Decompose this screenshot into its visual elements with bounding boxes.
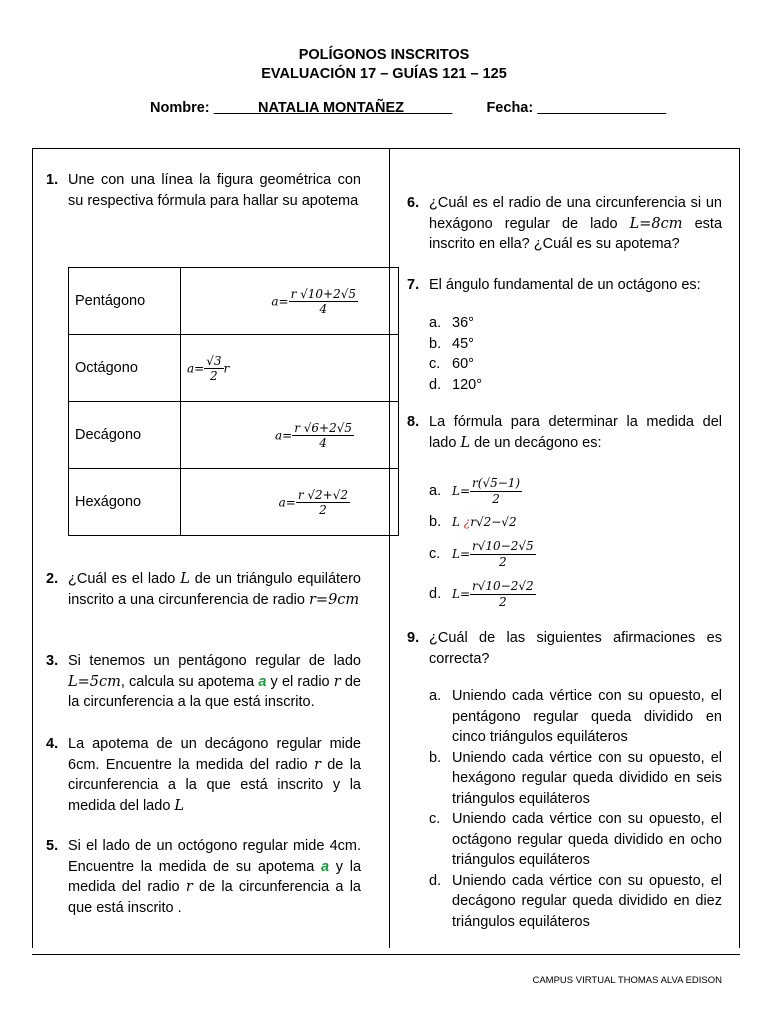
question-8-options (429, 472, 722, 614)
question-1-number: 1. (46, 172, 59, 188)
formula: r√2−√2 (470, 515, 517, 529)
question-text: Si el lado de un octógono regular mide 4cm. Encuentre la medida de su apotema (68, 838, 361, 875)
option-text: Uniendo cada vértice con su opuesto, el octágono regular queda dividido en ocho triángulos equiláteros (452, 811, 722, 868)
option-letter: c. (429, 356, 441, 372)
polygon-name[interactable]: Octágono (69, 335, 181, 402)
question-text: , calcula su apotema (120, 673, 259, 690)
question-5 (46, 836, 362, 918)
question-text: ¿Cuál de las siguientes afirmaciones es correcta? (429, 630, 722, 667)
table-row (69, 469, 399, 536)
table-row (69, 335, 399, 402)
frame-right-border (739, 148, 740, 948)
question-text: La fórmula para determinar la medida del lado (429, 414, 722, 451)
option-a[interactable] (429, 686, 722, 748)
formula-denominator: 2 (492, 491, 500, 506)
option-d[interactable]: d. L= $\frac{r√10-2√2}{2}$ (429, 574, 722, 614)
option-text: Uniendo cada vértice con su opuesto, el decágono regular queda dividido en diez triángulos equiláteros (452, 872, 722, 930)
apothem-formula[interactable]: a= $\frac{r √2+√2}{2}$ (181, 469, 399, 536)
question-5-number: 5. (46, 838, 59, 854)
apothem-formula[interactable]: a= $\frac{r √6+2√5}{4}$ (181, 402, 399, 469)
option-letter: c. (429, 811, 441, 827)
question-8 (407, 412, 722, 453)
math-var: r (333, 673, 341, 690)
math-var: L (460, 434, 471, 451)
math-var: L=5cm (68, 673, 121, 690)
option-d[interactable] (429, 871, 722, 933)
question-9-number: 9. (407, 630, 420, 646)
table-row (69, 268, 399, 335)
question-1-text: Une con una línea la figura geométrica con su respectiva fórmula para hallar su apotema (68, 172, 361, 209)
polygon-name[interactable]: Hexágono (69, 469, 181, 536)
page-subtitle: EVALUACIÓN 17 – GUÍAS 121 – 125 (261, 66, 507, 82)
footer-text: CAMPUS VIRTUAL THOMAS ALVA EDISON (532, 975, 722, 986)
option-letter: b. (429, 749, 442, 766)
math-var: r (185, 879, 193, 895)
option-c[interactable] (429, 809, 722, 871)
question-4 (46, 734, 361, 816)
formula-numerator: √3 (206, 353, 222, 368)
option-c[interactable]: c. L= $\frac{r√10-2√5}{2}$ (429, 534, 722, 574)
frame-top-border (32, 148, 740, 149)
polygon-name[interactable]: Pentágono (69, 268, 181, 335)
formula-denominator: 2 (319, 502, 327, 517)
name-label: Nombre: (150, 100, 210, 116)
question-1 (46, 170, 361, 211)
date-field[interactable] (537, 100, 666, 116)
option-text: 60° (452, 356, 474, 372)
question-3 (46, 651, 361, 713)
question-text: La apotema de un decágono regular mide 6cm. Encuentre la medida del radio (68, 736, 361, 773)
question-7-number: 7. (407, 277, 420, 293)
formula-denominator: 2 (210, 368, 218, 383)
question-text: El ángulo fundamental de un octágono es: (429, 277, 701, 293)
option-text: Uniendo cada vértice con su opuesto, el hexágono regular queda dividido en seis triángulos equiláteros (452, 749, 722, 807)
option-letter: b. (429, 335, 442, 352)
formula-denominator: 2 (499, 594, 507, 609)
option-letter: b. (429, 514, 442, 530)
math-var: a (258, 673, 267, 690)
question-2-number: 2. (46, 571, 59, 587)
option-text: 45° (452, 335, 474, 352)
question-8-number: 8. (407, 414, 420, 430)
option-letter: d. (429, 872, 442, 889)
table-row (69, 402, 399, 469)
math-var: r=9cm (309, 591, 360, 608)
option-b[interactable] (429, 334, 722, 355)
option-b[interactable]: b. L ¿r√2−√2 (429, 510, 722, 534)
question-text: de la circunferencia a la que está inscrito y la medida del lado (68, 756, 361, 814)
name-date-row (150, 100, 666, 116)
frame-left-border (32, 148, 33, 948)
option-letter: a. (429, 483, 442, 499)
option-letter: a. (429, 315, 442, 331)
question-6-number: 6. (407, 195, 420, 211)
formula-numerator: r(√5−1) (472, 475, 521, 490)
math-var: a (321, 858, 330, 875)
option-text: Uniendo cada vértice con su opuesto, el pentágono regular queda dividido en cinco triángulos equiláteros (452, 688, 722, 745)
question-text: de la circunferencia a la que está inscrito. (68, 673, 361, 710)
date-label: Fecha: (486, 100, 534, 116)
formula-numerator: r√10−2√5 (472, 538, 534, 553)
math-var: L (174, 797, 185, 814)
option-a[interactable]: a. L= $\frac{r(√5-1)}{2}$ (429, 472, 722, 510)
question-text: ¿Cuál es el lado (68, 571, 181, 587)
option-letter: a. (429, 688, 442, 704)
polygon-formula-table (68, 267, 399, 536)
question-text: ¿Cuál es el radio de una circunferencia si un hexágono regular de lado (429, 195, 722, 232)
math-var: L=8cm (629, 215, 683, 232)
page-title: POLÍGONOS INSCRITOS (298, 47, 470, 63)
question-2 (46, 569, 361, 610)
option-d[interactable] (429, 375, 722, 396)
polygon-name[interactable]: Decágono (69, 402, 181, 469)
formula-numerator: r √10+2√5 (290, 286, 356, 301)
question-text: y la medida del radio (68, 858, 362, 895)
option-a[interactable] (429, 313, 722, 334)
name-field[interactable] (214, 100, 453, 116)
question-text: de la circunferencia a la que está inscrito . (68, 879, 361, 916)
option-text: 120° (452, 376, 482, 393)
name-value: NATALIA MONTAÑEZ (257, 100, 405, 116)
question-text: y el radio (266, 673, 334, 690)
question-text: de un triángulo equilátero inscrito a una circunferencia de radio (68, 571, 361, 608)
math-var: r (313, 756, 321, 773)
question-text: de un decágono es: (470, 434, 602, 451)
option-b[interactable] (429, 748, 722, 810)
question-3-number: 3. (46, 653, 59, 669)
question-4-number: 4. (46, 736, 59, 752)
formula-numerator: r √6+2√5 (294, 420, 352, 435)
question-text: Si tenemos un pentágono regular de lado (68, 653, 361, 669)
option-text: 36° (452, 315, 474, 331)
formula-denominator: 4 (319, 435, 327, 450)
question-9 (407, 628, 722, 669)
option-c[interactable] (429, 354, 722, 375)
question-text: esta inscrito en ella? ¿Cuál es su apotema? (429, 215, 723, 252)
question-7 (407, 275, 722, 296)
formula-denominator: 4 (319, 301, 328, 316)
math-var: L (180, 571, 190, 587)
option-letter: d. (429, 376, 442, 393)
formula-numerator: r √2+√2 (297, 487, 348, 502)
option-letter: c. (429, 546, 441, 562)
frame-bottom-border (32, 954, 740, 955)
question-7-options (429, 313, 722, 395)
option-letter: d. (429, 586, 442, 602)
apothem-formula[interactable]: a= $\frac{√3}{2}$ r (181, 335, 399, 402)
formula-denominator: 2 (499, 554, 507, 569)
question-6 (407, 193, 723, 255)
apothem-formula[interactable]: a= $\frac{r √10+2√5}{4}$ (181, 268, 399, 335)
question-9-options (429, 686, 722, 932)
formula-numerator: r√10−2√2 (472, 578, 534, 593)
